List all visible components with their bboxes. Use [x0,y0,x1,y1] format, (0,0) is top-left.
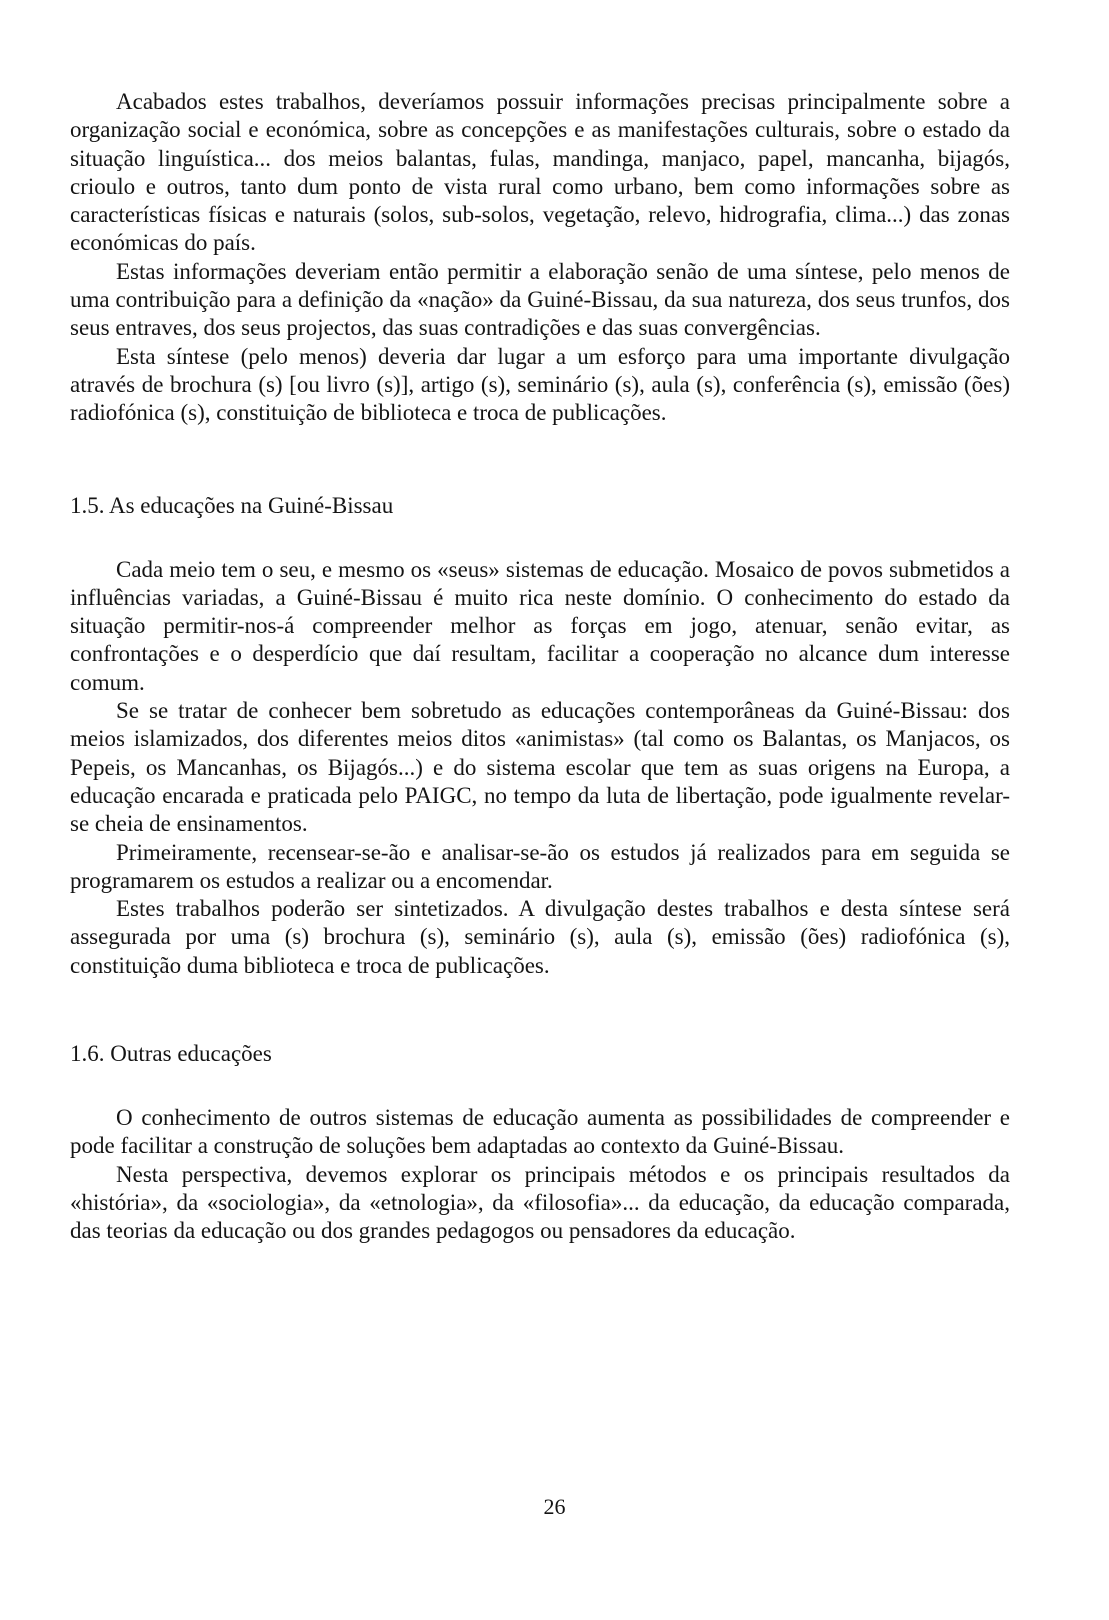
section-heading-1-6: 1.6. Outras educações [70,1041,272,1067]
paragraph: Primeiramente, recensear-se-ão e analisar-se-ão os estudos já realizados para em seguida se programarem os estudos a realizar ou a encomendar. [70,839,1010,893]
paragraph: Esta síntese (pelo menos) deveria dar lugar a um esforço para uma importante divulgação através de brochura (s) [ou livro (s)], artigo (s), seminário (s), aula (s), conferência (s), emissão (ões) radiofónica (s), constituição de biblioteca e troca de publicações. [70,343,1010,426]
section-1-5-body [70,556,1010,980]
section-1-6-body [70,1104,1010,1245]
paragraph: O conhecimento de outros sistemas de educação aumenta as possibilidades de compreender e pode facilitar a construção de soluções bem adaptadas ao contexto da Guiné-Bissau. [70,1105,1010,1159]
paragraph: Acabados estes trabalhos, deveríamos possuir informações precisas principalmente sobre a organização social e económica, sobre as concepções e as manifestações culturais, sobre o estado da situação linguística... dos meios balantas, fulas, mandinga, manjaco, papel, mancanha, bijagós, crioulo e outros, tanto dum ponto de vista rural como urbano, bem como informações sobre as características físicas e naturais (solos, sub-solos, vegetação, relevo, hidrografia, clima...) das zonas económicas do país. [70,89,1010,256]
paragraph: Cada meio tem o seu, e mesmo os «seus» sistemas de educação. Mosaico de povos submetidos a influências variadas, a Guiné-Bissau é muito rica neste domínio. O conhecimento do estado da situação permitir-nos-á compreender melhor as forças em jogo, atenuar, senão evitar, as confrontações e o desperdício que daí resultam, facilitar a cooperação no alcance dum interesse comum. [70,556,1010,695]
page-number: 26 [543,1494,566,1519]
paragraph: Nesta perspectiva, devemos explorar os principais métodos e os principais resultados da «história», da «sociologia», da «etnologia», da «filosofia»... da educação, da educação comparada, das teorias da educação ou dos grandes pedagogos ou pensadores da educação. [70,1161,1010,1244]
page-body [70,88,1010,1246]
section-heading-1-5: 1.5. As educações na Guiné-Bissau [70,492,394,518]
paragraph: Se se tratar de conhecer bem sobretudo as educações contemporâneas da Guiné-Bissau: dos meios islamizados, dos diferentes meios ditos «animistas» (tal como os Balantas, os Manjacos, os Pepeis, os Mancanhas, os Bijagós...) e do sistema escolar que tem as suas origens na Europa, a educação encarada e praticada pelo PAIGC, no tempo da luta de libertação, pode igualmente revelar-se cheia de ensinamentos. [70,698,1010,837]
paragraph: Estes trabalhos poderão ser sintetizados. A divulgação destes trabalhos e desta síntese será assegurada por uma (s) brochura (s), seminário (s), aula (s), emissão (ões) radiofónica (s), constituição duma biblioteca e troca de publicações. [70,896,1010,978]
paragraph: Estas informações deveriam então permitir a elaboração senão de uma síntese, pelo menos de uma contribuição para a definição da «nação» da Guiné-Bissau, da sua natureza, dos seus trunfos, dos seus entraves, dos seus projectos, das suas contradições e das suas convergências. [70,258,1010,341]
intro-block [70,88,1010,428]
